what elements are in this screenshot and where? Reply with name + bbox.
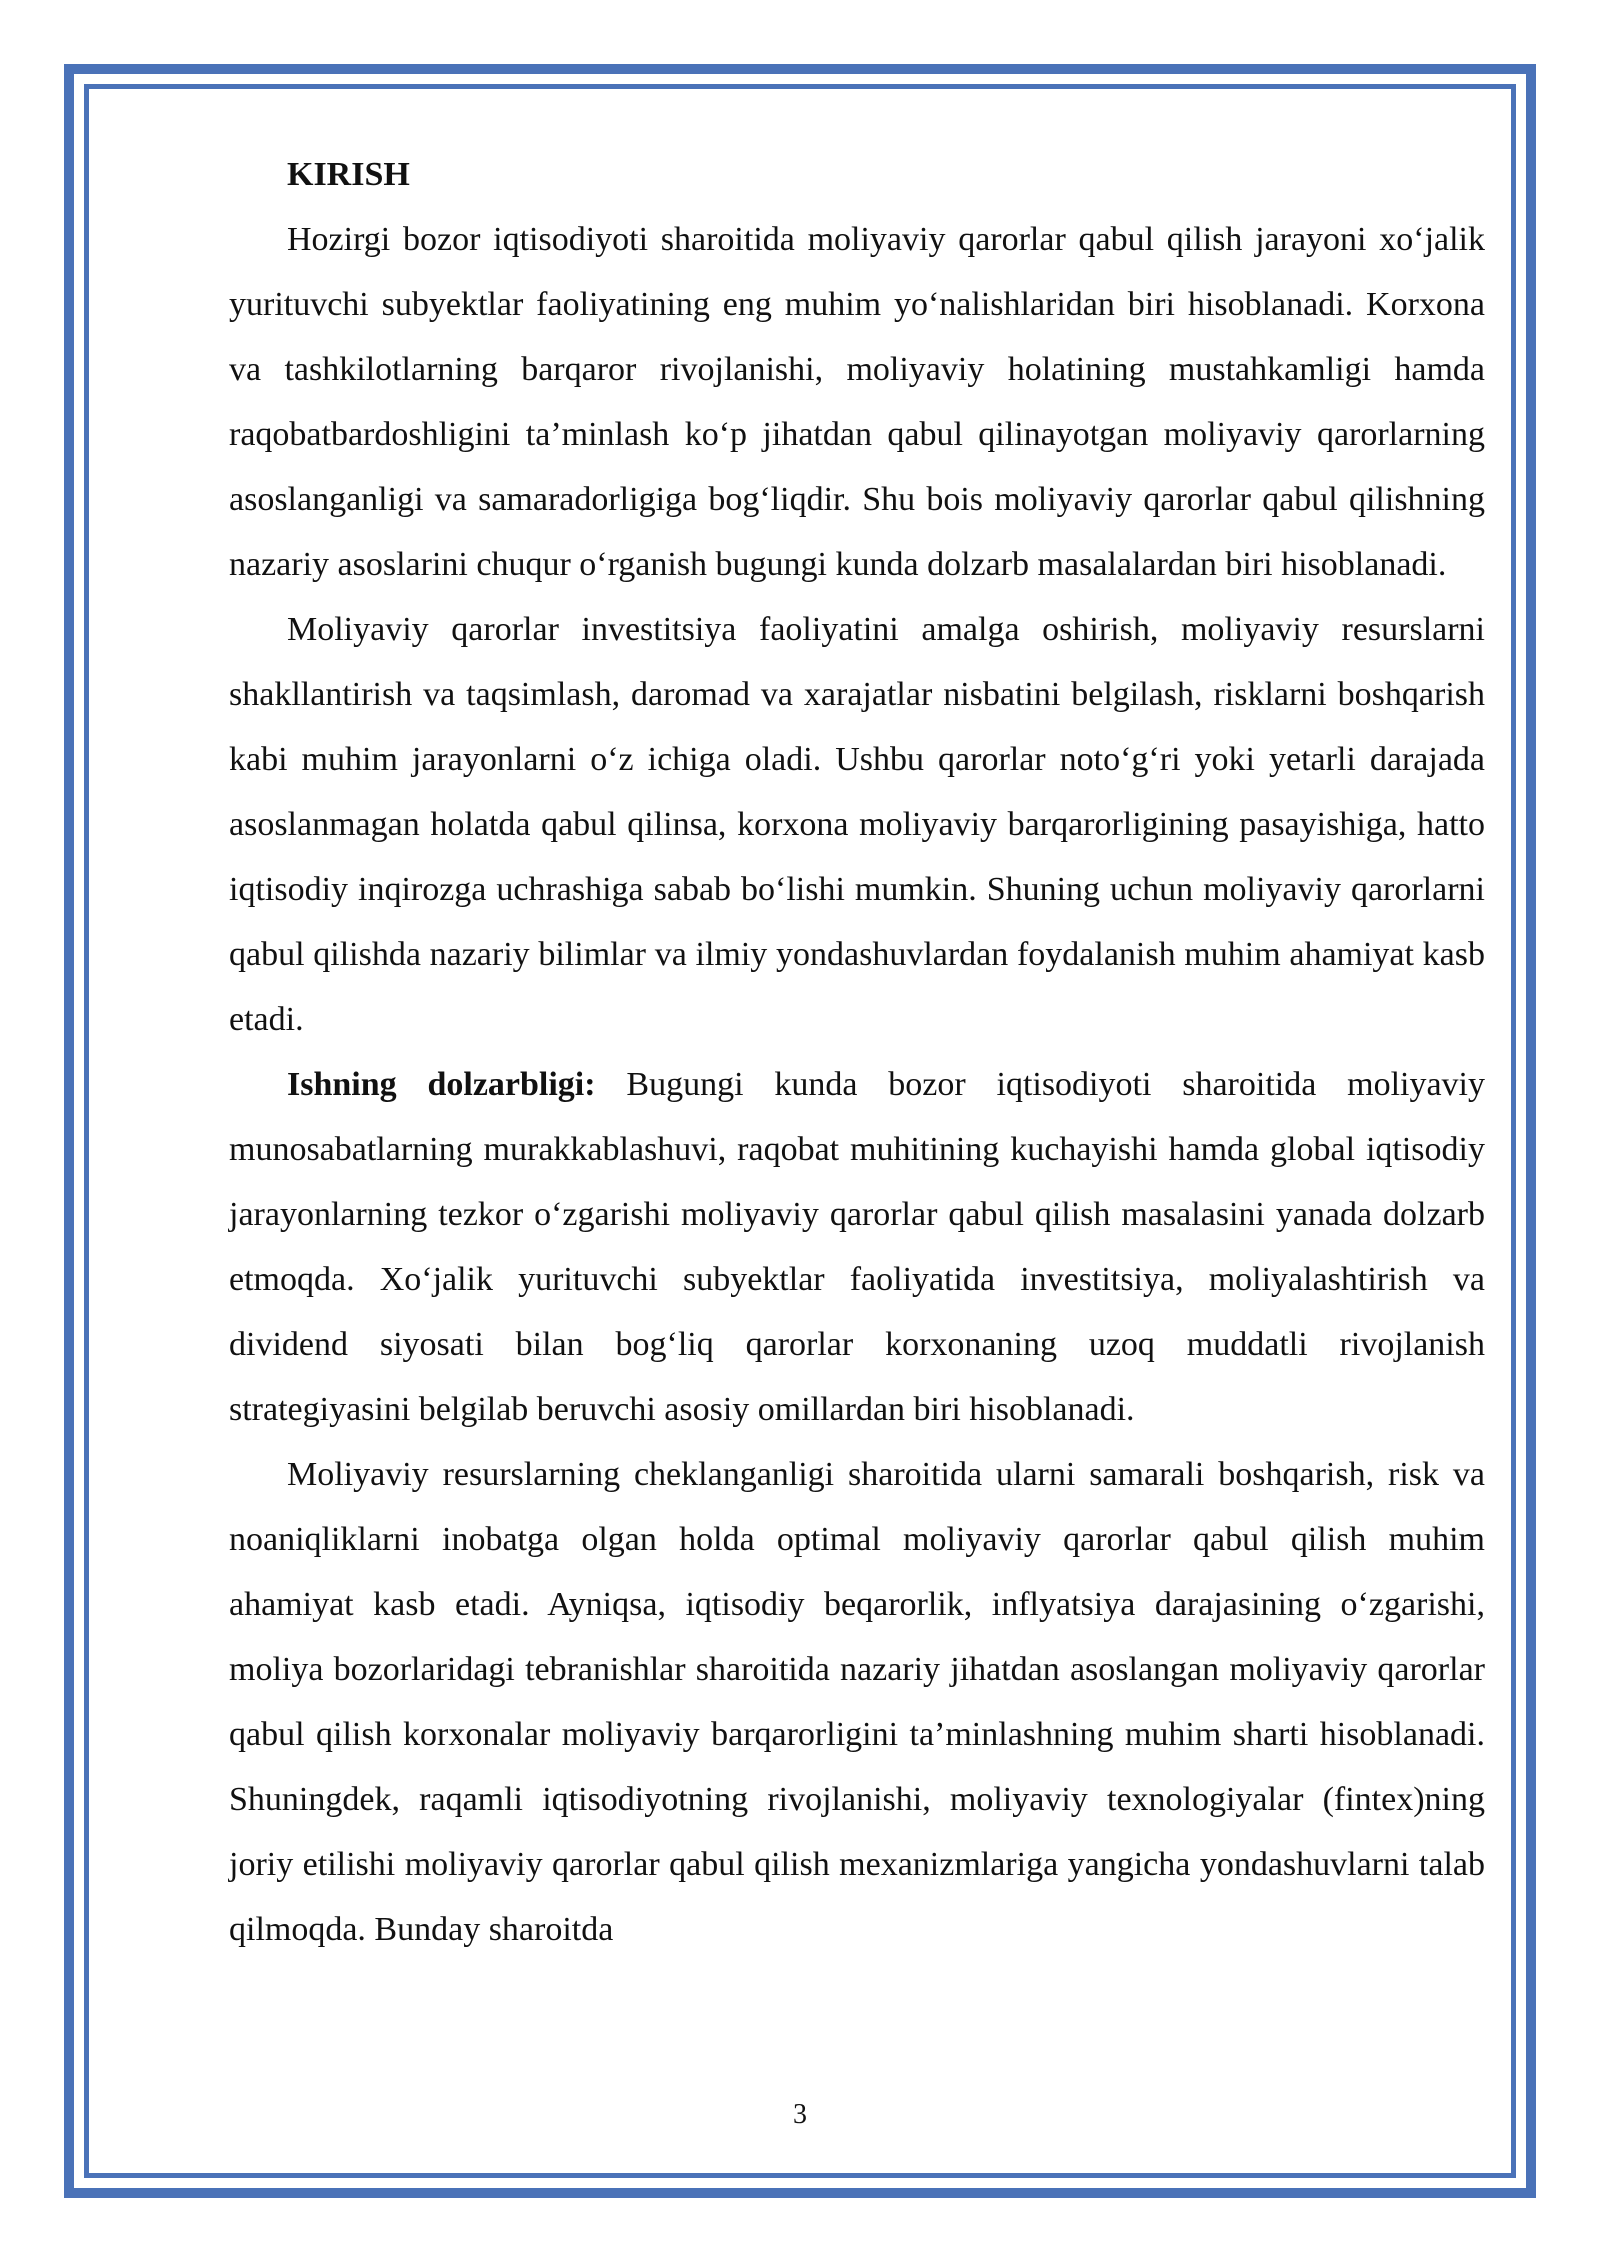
page-number: 3 bbox=[793, 2099, 807, 2130]
paragraph-1 bbox=[229, 207, 1485, 597]
document-body bbox=[229, 142, 1485, 1962]
paragraph-3 bbox=[229, 1052, 1485, 1442]
section-heading: KIRISH bbox=[287, 156, 410, 193]
paragraph-text: Bugungi kunda bozor iqtisodiyoti sharoitida moliyaviy munosabatlarning murakkablashuvi, raqobat muhitining kuchayishi hamda global iqtisodiy jarayonlarning tezkor o‘zgarishi moliyaviy qarorlar qabul qilish masalasini yanada dolzarb etmoqda. Xo‘jalik yurituvchi subyektlar faoliyatida investitsiya, moliyalashtirish va dividend siyosati bilan bog‘liq qarorlar korxonaning uzoq muddatli rivojlanish strategiyasini belgilab beruvchi asosiy omillardan biri hisoblanadi. bbox=[229, 1066, 1485, 1428]
paragraph-2 bbox=[229, 597, 1485, 1052]
paragraph-text: Moliyaviy qarorlar investitsiya faoliyatini amalga oshirish, moliyaviy resurslarni shakllantirish va taqsimlash, daromad va xarajatlar nisbatini belgilash, risklarni boshqarish kabi muhim jarayonlarni o‘z ichiga oladi. Ushbu qarorlar noto‘g‘ri yoki yetarli darajada asoslanmagan holatda qabul qilinsa, korxona moliyaviy barqarorligining pasayishiga, hatto iqtisodiy inqirozga uchrashiga sabab bo‘lishi mumkin. Shuning uchun moliyaviy qarorlarni qabul qilishda nazariy bilimlar va ilmiy yondashuvlardan foydalanish muhim ahamiyat kasb etadi. bbox=[229, 611, 1485, 1038]
paragraph-text: Hozirgi bozor iqtisodiyoti sharoitida moliyaviy qarorlar qabul qilish jarayoni xo‘jalik yurituvchi subyektlar faoliyatining eng muhim yo‘nalishlaridan biri hisoblanadi. Korxona va tashkilotlarning barqaror rivojlanishi, moliyaviy holatining mustahkamligi hamda raqobatbardoshligini ta’minlash ko‘p jihatdan qabul qilinayotgan moliyaviy qarorlarning asoslanganligi va samaradorligiga bog‘liqdir. Shu bois moliyaviy qarorlar qabul qilishning nazariy asoslarini chuqur o‘rganish bugungi kunda dolzarb masalalardan biri hisoblanadi. bbox=[229, 221, 1485, 583]
paragraph-lead: Ishning dolzarbligi: bbox=[287, 1066, 596, 1103]
paragraph-text: Moliyaviy resurslarning cheklanganligi sharoitida ularni samarali boshqarish, risk va noaniqliklarni inobatga olgan holda optimal moliyaviy qarorlar qabul qilish muhim ahamiyat kasb etadi. Ayniqsa, iqtisodiy beqarorlik, inflyatsiya darajasining o‘zgarishi, moliya bozorlaridagi tebranishlar sharoitida nazariy jihatdan asoslangan moliyaviy qarorlar qabul qilish korxonalar moliyaviy barqarorligini ta’minlashning muhim sharti hisoblanadi. Shuningdek, raqamli iqtisodiyotning rivojlanishi, moliyaviy texnologiyalar (fintex)ning joriy etilishi moliyaviy qarorlar qabul qilish mexanizmlariga yangicha yondashuvlarni talab qilmoqda. Bunday sharoitda bbox=[229, 1456, 1485, 1948]
paragraph-4 bbox=[229, 1442, 1485, 1962]
